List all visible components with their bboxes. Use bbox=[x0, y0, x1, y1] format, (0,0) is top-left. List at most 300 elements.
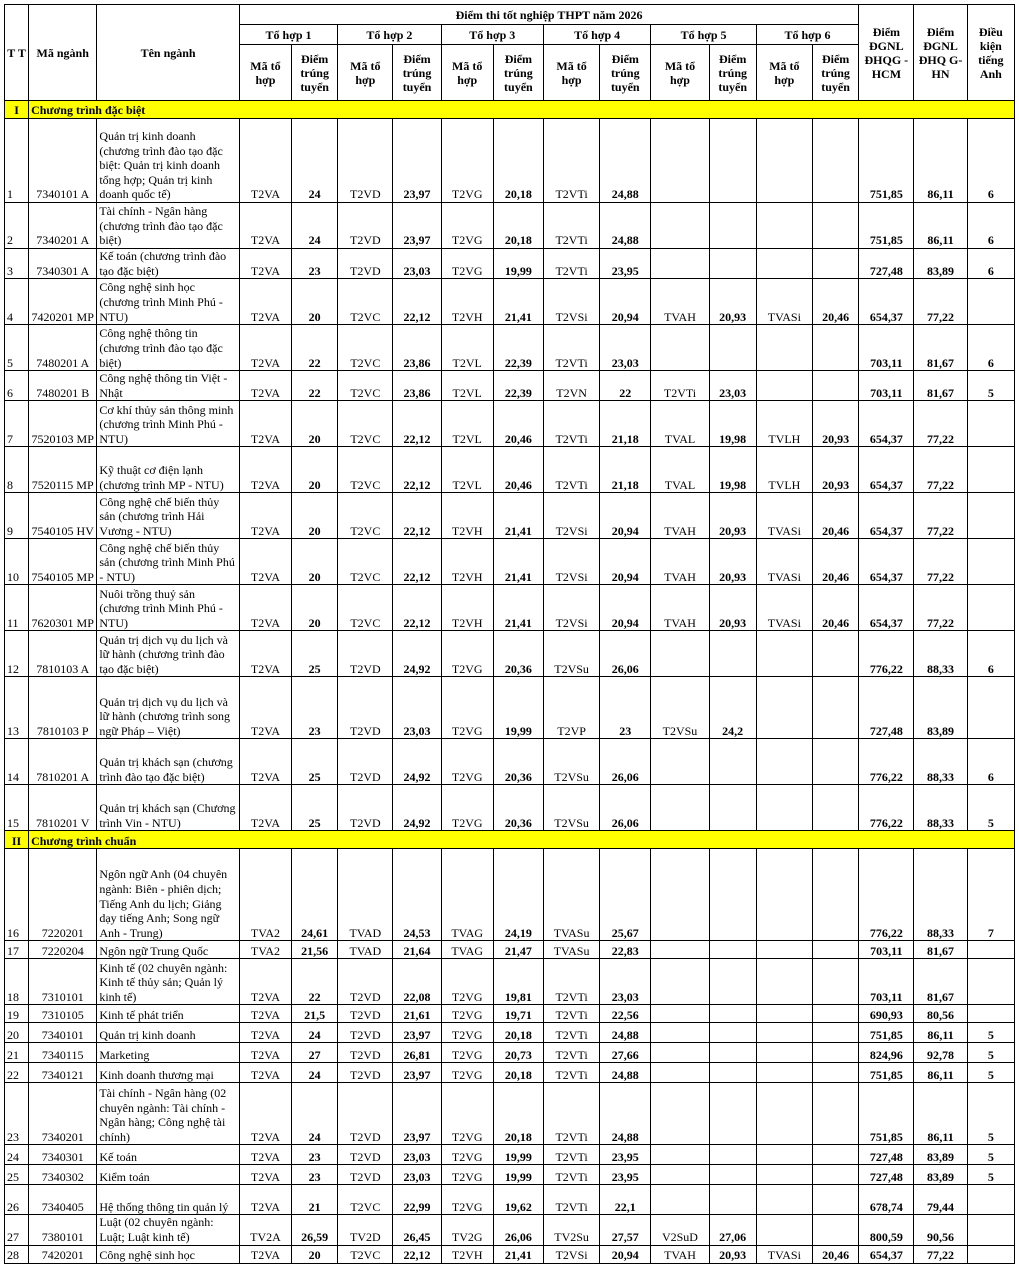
row-tt: 4 bbox=[5, 279, 29, 325]
to-hop-1-ma: T2VA bbox=[239, 371, 291, 401]
to-hop-2-ma: T2VC bbox=[338, 493, 393, 539]
section-number: I bbox=[5, 101, 29, 119]
to-hop-6-diem bbox=[812, 1145, 858, 1165]
dgnl-hn-score: 77,22 bbox=[914, 585, 967, 631]
to-hop-2-ma: T2VD bbox=[338, 631, 393, 677]
to-hop-6-diem bbox=[812, 119, 858, 203]
to-hop-1-ma: T2VA bbox=[239, 203, 291, 249]
to-hop-3-ma: T2VG bbox=[441, 1083, 493, 1145]
table-body bbox=[5, 101, 1015, 1264]
row-ten-nganh: Quản trị khách sạn (Chương trình Vin - NTU) bbox=[97, 785, 240, 831]
to-hop-4-ma: T2VTi bbox=[543, 1165, 599, 1185]
to-hop-4-diem: 21,18 bbox=[600, 447, 651, 493]
to-hop-6-diem bbox=[812, 785, 858, 831]
table-row bbox=[5, 1063, 1015, 1083]
row-tt: 18 bbox=[5, 959, 29, 1005]
to-hop-1-diem: 25 bbox=[292, 785, 338, 831]
table-row bbox=[5, 677, 1015, 739]
table-row bbox=[5, 941, 1015, 959]
table-row bbox=[5, 447, 1015, 493]
to-hop-3-diem: 21,47 bbox=[493, 941, 543, 959]
to-hop-3-diem: 20,36 bbox=[493, 739, 543, 785]
to-hop-1-diem: 20 bbox=[292, 539, 338, 585]
to-hop-3-ma: T2VH bbox=[441, 493, 493, 539]
to-hop-1-ma: T2VA bbox=[239, 279, 291, 325]
to-hop-1-diem: 24 bbox=[292, 203, 338, 249]
to-hop-5-ma: TVAH bbox=[651, 585, 709, 631]
tieng-anh-level: 5 bbox=[967, 1023, 1014, 1043]
to-hop-2-ma: T2VD bbox=[338, 959, 393, 1005]
to-hop-6-ma bbox=[756, 1005, 812, 1023]
to-hop-1-diem: 21,5 bbox=[292, 1005, 338, 1023]
row-tt: 13 bbox=[5, 677, 29, 739]
tieng-anh-level bbox=[967, 585, 1014, 631]
to-hop-2-ma: TV2D bbox=[338, 1215, 393, 1245]
to-hop-6-diem bbox=[812, 1043, 858, 1063]
to-hop-2-ma: T2VD bbox=[338, 739, 393, 785]
to-hop-1-ma: T2VA bbox=[239, 677, 291, 739]
dgnl-hcm-score: 776,22 bbox=[859, 739, 914, 785]
to-hop-1-ma: T2VA bbox=[239, 1145, 291, 1165]
row-tt: 28 bbox=[5, 1245, 29, 1263]
tieng-anh-level bbox=[967, 1185, 1014, 1215]
to-hop-4-diem: 22,1 bbox=[600, 1185, 651, 1215]
to-hop-6-diem bbox=[812, 1165, 858, 1185]
to-hop-3-diem: 20,18 bbox=[493, 119, 543, 203]
to-hop-5-ma bbox=[651, 203, 709, 249]
to-hop-3-ma: T2VH bbox=[441, 1245, 493, 1263]
row-ma-nganh: 7340121 bbox=[29, 1063, 97, 1083]
header-to-hop-2: Tổ hợp 2 bbox=[338, 25, 441, 45]
row-tt: 9 bbox=[5, 493, 29, 539]
to-hop-3-ma: T2VG bbox=[441, 119, 493, 203]
to-hop-2-diem: 22,08 bbox=[393, 959, 441, 1005]
table-row bbox=[5, 493, 1015, 539]
dgnl-hcm-score: 727,48 bbox=[859, 249, 914, 279]
to-hop-2-ma: T2VD bbox=[338, 1005, 393, 1023]
row-ten-nganh: Công nghệ thông tin Việt - Nhật bbox=[97, 371, 240, 401]
to-hop-2-diem: 23,86 bbox=[393, 325, 441, 371]
to-hop-5-ma: TVAH bbox=[651, 539, 709, 585]
to-hop-6-ma bbox=[756, 677, 812, 739]
tieng-anh-level: 6 bbox=[967, 119, 1014, 203]
to-hop-3-diem: 20,46 bbox=[493, 447, 543, 493]
dgnl-hn-score: 80,56 bbox=[914, 1005, 967, 1023]
header-ten-nganh: Tên ngành bbox=[97, 5, 240, 101]
to-hop-4-diem: 24,88 bbox=[600, 1083, 651, 1145]
to-hop-5-diem: 20,93 bbox=[709, 279, 756, 325]
to-hop-1-ma: T2VA bbox=[239, 539, 291, 585]
table-row bbox=[5, 1215, 1015, 1245]
to-hop-5-ma bbox=[651, 959, 709, 1005]
to-hop-4-diem: 21,18 bbox=[600, 401, 651, 447]
to-hop-4-diem: 26,06 bbox=[600, 785, 651, 831]
to-hop-3-ma: TVAG bbox=[441, 941, 493, 959]
to-hop-4-diem: 20,94 bbox=[600, 585, 651, 631]
table-row bbox=[5, 1043, 1015, 1063]
to-hop-1-diem: 23 bbox=[292, 677, 338, 739]
header-to-hop-6: Tổ hợp 6 bbox=[756, 25, 858, 45]
to-hop-4-ma: T2VSi bbox=[543, 493, 599, 539]
to-hop-3-diem: 20,36 bbox=[493, 631, 543, 677]
to-hop-6-ma bbox=[756, 203, 812, 249]
tieng-anh-level: 7 bbox=[967, 849, 1014, 941]
to-hop-2-diem: 22,99 bbox=[393, 1185, 441, 1215]
to-hop-4-ma: T2VTi bbox=[543, 325, 599, 371]
to-hop-5-ma bbox=[651, 1043, 709, 1063]
to-hop-3-diem: 22,39 bbox=[493, 371, 543, 401]
dgnl-hcm-score: 824,96 bbox=[859, 1043, 914, 1063]
to-hop-6-diem bbox=[812, 941, 858, 959]
to-hop-2-ma: T2VC bbox=[338, 447, 393, 493]
tieng-anh-level bbox=[967, 1245, 1014, 1263]
to-hop-2-ma: T2VC bbox=[338, 279, 393, 325]
to-hop-6-ma: TVASi bbox=[756, 1245, 812, 1263]
tieng-anh-level: 6 bbox=[967, 739, 1014, 785]
to-hop-5-ma: V2SuD bbox=[651, 1215, 709, 1245]
to-hop-1-diem: 21,56 bbox=[292, 941, 338, 959]
to-hop-5-ma bbox=[651, 941, 709, 959]
to-hop-5-ma bbox=[651, 631, 709, 677]
dgnl-hn-score: 88,33 bbox=[914, 849, 967, 941]
header-dgnl-hn: Điểm ĐGNL ĐHQ G-HN bbox=[914, 5, 967, 101]
to-hop-1-diem: 27 bbox=[292, 1043, 338, 1063]
to-hop-1-ma: T2VA bbox=[239, 119, 291, 203]
to-hop-3-ma: T2VH bbox=[441, 585, 493, 631]
to-hop-5-diem: 19,98 bbox=[709, 447, 756, 493]
to-hop-4-diem: 20,94 bbox=[600, 493, 651, 539]
section-number: II bbox=[5, 831, 29, 849]
row-tt: 22 bbox=[5, 1063, 29, 1083]
row-ten-nganh: Tài chính - Ngân hàng (02 chuyên ngành: Tài chính - Ngân hàng; Công nghệ tài chính) bbox=[97, 1083, 240, 1145]
to-hop-1-ma: T2VA bbox=[239, 785, 291, 831]
to-hop-6-ma bbox=[756, 325, 812, 371]
row-ma-nganh: 7340115 bbox=[29, 1043, 97, 1063]
to-hop-6-diem bbox=[812, 1185, 858, 1215]
row-ma-nganh: 7420201 MP bbox=[29, 279, 97, 325]
to-hop-1-ma: T2VA bbox=[239, 1063, 291, 1083]
to-hop-4-diem: 25,67 bbox=[600, 849, 651, 941]
to-hop-1-ma: T2VA bbox=[239, 493, 291, 539]
to-hop-3-ma: T2VL bbox=[441, 371, 493, 401]
to-hop-5-ma: TVAL bbox=[651, 447, 709, 493]
tieng-anh-level bbox=[967, 493, 1014, 539]
to-hop-1-diem: 25 bbox=[292, 631, 338, 677]
row-ten-nganh: Kinh doanh thương mại bbox=[97, 1063, 240, 1083]
to-hop-6-ma: TVASi bbox=[756, 493, 812, 539]
to-hop-5-diem: 27,06 bbox=[709, 1215, 756, 1245]
to-hop-5-ma bbox=[651, 325, 709, 371]
to-hop-2-ma: T2VD bbox=[338, 249, 393, 279]
to-hop-5-diem bbox=[709, 1063, 756, 1083]
header-diem-trung-tuyen: Điểm trúng tuyển bbox=[493, 45, 543, 101]
to-hop-4-ma: T2VTi bbox=[543, 1043, 599, 1063]
to-hop-5-diem bbox=[709, 203, 756, 249]
to-hop-4-ma: T2VTi bbox=[543, 203, 599, 249]
row-tt: 14 bbox=[5, 739, 29, 785]
to-hop-3-diem: 20,46 bbox=[493, 401, 543, 447]
row-ten-nganh: Công nghệ sinh học (chương trình Minh Phú - NTU) bbox=[97, 279, 240, 325]
to-hop-6-diem: 20,93 bbox=[812, 447, 858, 493]
dgnl-hn-score: 81,67 bbox=[914, 325, 967, 371]
to-hop-3-diem: 20,18 bbox=[493, 1083, 543, 1145]
tieng-anh-level: 5 bbox=[967, 785, 1014, 831]
to-hop-6-ma bbox=[756, 249, 812, 279]
to-hop-5-diem: 20,93 bbox=[709, 585, 756, 631]
dgnl-hn-score: 83,89 bbox=[914, 249, 967, 279]
header-to-hop-4: Tổ hợp 4 bbox=[543, 25, 650, 45]
to-hop-5-diem bbox=[709, 119, 756, 203]
to-hop-2-diem: 22,12 bbox=[393, 401, 441, 447]
row-ma-nganh: 7220204 bbox=[29, 941, 97, 959]
to-hop-3-ma: T2VG bbox=[441, 677, 493, 739]
table-row bbox=[5, 249, 1015, 279]
to-hop-2-diem: 23,97 bbox=[393, 1083, 441, 1145]
to-hop-1-ma: T2VA bbox=[239, 1005, 291, 1023]
to-hop-2-diem: 23,86 bbox=[393, 371, 441, 401]
to-hop-1-ma: T2VA bbox=[239, 585, 291, 631]
to-hop-1-ma: T2VA bbox=[239, 401, 291, 447]
to-hop-4-ma: T2VSi bbox=[543, 539, 599, 585]
to-hop-5-diem bbox=[709, 1185, 756, 1215]
to-hop-1-diem: 23 bbox=[292, 1165, 338, 1185]
to-hop-1-diem: 20 bbox=[292, 493, 338, 539]
to-hop-6-ma: TVASi bbox=[756, 585, 812, 631]
dgnl-hn-score: 81,67 bbox=[914, 371, 967, 401]
row-ma-nganh: 7420201 bbox=[29, 1245, 97, 1263]
row-ma-nganh: 7480201 B bbox=[29, 371, 97, 401]
dgnl-hn-score: 86,11 bbox=[914, 1023, 967, 1043]
tieng-anh-level bbox=[967, 1005, 1014, 1023]
to-hop-1-ma: T2VA bbox=[239, 1245, 291, 1263]
to-hop-2-diem: 24,53 bbox=[393, 849, 441, 941]
dgnl-hcm-score: 751,85 bbox=[859, 1023, 914, 1043]
to-hop-6-diem bbox=[812, 1063, 858, 1083]
to-hop-2-diem: 22,12 bbox=[393, 447, 441, 493]
to-hop-3-ma: T2VG bbox=[441, 249, 493, 279]
row-tt: 15 bbox=[5, 785, 29, 831]
table-row bbox=[5, 203, 1015, 249]
to-hop-6-diem: 20,93 bbox=[812, 401, 858, 447]
header-ma-to-hop: Mã tổ hợp bbox=[338, 45, 393, 101]
to-hop-2-diem: 22,12 bbox=[393, 279, 441, 325]
to-hop-4-diem: 20,94 bbox=[600, 539, 651, 585]
to-hop-5-ma bbox=[651, 1023, 709, 1043]
to-hop-6-ma bbox=[756, 1063, 812, 1083]
row-ma-nganh: 7810201 V bbox=[29, 785, 97, 831]
to-hop-6-ma bbox=[756, 371, 812, 401]
to-hop-1-diem: 24 bbox=[292, 1083, 338, 1145]
to-hop-5-ma: T2VSu bbox=[651, 677, 709, 739]
to-hop-5-diem bbox=[709, 1043, 756, 1063]
row-ma-nganh: 7810103 P bbox=[29, 677, 97, 739]
to-hop-3-diem: 19,71 bbox=[493, 1005, 543, 1023]
dgnl-hn-score: 86,11 bbox=[914, 119, 967, 203]
to-hop-6-diem: 20,46 bbox=[812, 585, 858, 631]
table-row bbox=[5, 785, 1015, 831]
to-hop-6-ma bbox=[756, 1165, 812, 1185]
to-hop-4-diem: 22,56 bbox=[600, 1005, 651, 1023]
row-ten-nganh: Kinh tế phát triển bbox=[97, 1005, 240, 1023]
to-hop-2-ma: TVAD bbox=[338, 849, 393, 941]
to-hop-2-diem: 22,12 bbox=[393, 493, 441, 539]
to-hop-6-ma bbox=[756, 1083, 812, 1145]
row-tt: 10 bbox=[5, 539, 29, 585]
to-hop-5-ma bbox=[651, 1005, 709, 1023]
header-group-title: Điểm thi tốt nghiệp THPT năm 2026 bbox=[239, 5, 858, 25]
to-hop-4-ma: T2VSi bbox=[543, 585, 599, 631]
tieng-anh-level: 6 bbox=[967, 203, 1014, 249]
dgnl-hn-score: 88,33 bbox=[914, 631, 967, 677]
to-hop-4-diem: 24,88 bbox=[600, 119, 651, 203]
table-row bbox=[5, 539, 1015, 585]
row-ma-nganh: 7340405 bbox=[29, 1185, 97, 1215]
dgnl-hcm-score: 654,37 bbox=[859, 1245, 914, 1263]
dgnl-hcm-score: 690,93 bbox=[859, 1005, 914, 1023]
tieng-anh-level: 5 bbox=[967, 1145, 1014, 1165]
to-hop-4-diem: 23,03 bbox=[600, 959, 651, 1005]
row-ma-nganh: 7340301 A bbox=[29, 249, 97, 279]
to-hop-5-ma: TVAH bbox=[651, 1245, 709, 1263]
to-hop-4-ma: T2VSi bbox=[543, 279, 599, 325]
to-hop-2-ma: T2VD bbox=[338, 1023, 393, 1043]
to-hop-1-ma: TVA2 bbox=[239, 849, 291, 941]
tieng-anh-level bbox=[967, 279, 1014, 325]
to-hop-2-diem: 24,92 bbox=[393, 739, 441, 785]
to-hop-3-ma: T2VG bbox=[441, 203, 493, 249]
dgnl-hcm-score: 727,48 bbox=[859, 1165, 914, 1185]
to-hop-3-ma: T2VG bbox=[441, 785, 493, 831]
to-hop-5-diem: 24,2 bbox=[709, 677, 756, 739]
row-tt: 20 bbox=[5, 1023, 29, 1043]
dgnl-hn-score: 77,22 bbox=[914, 1245, 967, 1263]
to-hop-6-diem bbox=[812, 677, 858, 739]
header-tieng-anh: Điều kiện tiếng Anh bbox=[967, 5, 1014, 101]
header-ma-to-hop: Mã tổ hợp bbox=[543, 45, 599, 101]
row-ten-nganh: Luật (02 chuyên ngành: Luật; Luật kinh tế) bbox=[97, 1215, 240, 1245]
to-hop-6-diem bbox=[812, 203, 858, 249]
to-hop-4-ma: T2VTi bbox=[543, 1185, 599, 1215]
tieng-anh-level bbox=[967, 401, 1014, 447]
table-row bbox=[5, 631, 1015, 677]
to-hop-4-diem: 26,06 bbox=[600, 631, 651, 677]
row-ma-nganh: 7340302 bbox=[29, 1165, 97, 1185]
row-ma-nganh: 7340101 A bbox=[29, 119, 97, 203]
tieng-anh-level: 5 bbox=[967, 1063, 1014, 1083]
to-hop-2-diem: 26,45 bbox=[393, 1215, 441, 1245]
to-hop-3-diem: 19,99 bbox=[493, 249, 543, 279]
to-hop-2-diem: 24,92 bbox=[393, 785, 441, 831]
to-hop-1-ma: T2VA bbox=[239, 447, 291, 493]
to-hop-6-diem bbox=[812, 1023, 858, 1043]
row-tt: 6 bbox=[5, 371, 29, 401]
to-hop-4-diem: 23,03 bbox=[600, 325, 651, 371]
to-hop-4-ma: T2VTi bbox=[543, 1083, 599, 1145]
to-hop-4-diem: 24,88 bbox=[600, 1023, 651, 1043]
to-hop-2-diem: 23,03 bbox=[393, 1145, 441, 1165]
to-hop-5-diem bbox=[709, 739, 756, 785]
to-hop-5-diem bbox=[709, 941, 756, 959]
row-tt: 16 bbox=[5, 849, 29, 941]
to-hop-5-diem: 20,93 bbox=[709, 1245, 756, 1263]
to-hop-6-ma bbox=[756, 1215, 812, 1245]
to-hop-6-diem: 20,46 bbox=[812, 539, 858, 585]
to-hop-1-diem: 24 bbox=[292, 119, 338, 203]
to-hop-4-ma: T2VTi bbox=[543, 401, 599, 447]
dgnl-hn-score: 83,89 bbox=[914, 677, 967, 739]
dgnl-hn-score: 77,22 bbox=[914, 493, 967, 539]
to-hop-1-diem: 26,59 bbox=[292, 1215, 338, 1245]
to-hop-4-ma: T2VSu bbox=[543, 785, 599, 831]
row-ten-nganh: Quản trị kinh doanh (chương trình đào tạo đặc biệt: Quản trị kinh doanh tổng hợp; Quản trị kinh doanh quốc tế) bbox=[97, 119, 240, 203]
to-hop-3-diem: 20,18 bbox=[493, 203, 543, 249]
dgnl-hcm-score: 751,85 bbox=[859, 119, 914, 203]
to-hop-4-diem: 27,57 bbox=[600, 1215, 651, 1245]
table-row bbox=[5, 119, 1015, 203]
row-ma-nganh: 7620301 MP bbox=[29, 585, 97, 631]
row-tt: 27 bbox=[5, 1215, 29, 1245]
row-ma-nganh: 7340101 bbox=[29, 1023, 97, 1043]
to-hop-5-ma: TVAH bbox=[651, 493, 709, 539]
to-hop-3-diem: 20,18 bbox=[493, 1023, 543, 1043]
to-hop-3-ma: T2VG bbox=[441, 1063, 493, 1083]
to-hop-6-ma: TVASi bbox=[756, 279, 812, 325]
to-hop-5-diem: 20,93 bbox=[709, 493, 756, 539]
section-row bbox=[5, 101, 1015, 119]
row-tt: 2 bbox=[5, 203, 29, 249]
to-hop-4-ma: TVASu bbox=[543, 849, 599, 941]
tieng-anh-level: 6 bbox=[967, 631, 1014, 677]
row-ma-nganh: 7520115 MP bbox=[29, 447, 97, 493]
to-hop-4-ma: T2VSi bbox=[543, 1245, 599, 1263]
table-row bbox=[5, 585, 1015, 631]
dgnl-hcm-score: 776,22 bbox=[859, 849, 914, 941]
to-hop-1-ma: T2VA bbox=[239, 739, 291, 785]
to-hop-5-diem bbox=[709, 249, 756, 279]
to-hop-6-diem bbox=[812, 849, 858, 941]
to-hop-1-diem: 21 bbox=[292, 1185, 338, 1215]
to-hop-2-diem: 22,12 bbox=[393, 539, 441, 585]
row-ten-nganh: Kế toán bbox=[97, 1145, 240, 1165]
to-hop-4-ma: T2VTi bbox=[543, 1063, 599, 1083]
to-hop-3-diem: 21,41 bbox=[493, 279, 543, 325]
to-hop-2-diem: 23,97 bbox=[393, 1023, 441, 1043]
to-hop-5-ma bbox=[651, 1145, 709, 1165]
row-ten-nganh: Công nghệ chế biến thủy sản (chương trình Hải Vương - NTU) bbox=[97, 493, 240, 539]
dgnl-hcm-score: 654,37 bbox=[859, 447, 914, 493]
to-hop-3-diem: 20,18 bbox=[493, 1063, 543, 1083]
row-ma-nganh: 7480201 A bbox=[29, 325, 97, 371]
to-hop-5-ma bbox=[651, 739, 709, 785]
row-ma-nganh: 7810201 A bbox=[29, 739, 97, 785]
to-hop-5-diem bbox=[709, 849, 756, 941]
to-hop-4-ma: T2VN bbox=[543, 371, 599, 401]
to-hop-6-ma bbox=[756, 785, 812, 831]
to-hop-5-diem bbox=[709, 1165, 756, 1185]
to-hop-5-ma bbox=[651, 119, 709, 203]
tieng-anh-level bbox=[967, 539, 1014, 585]
dgnl-hcm-score: 703,11 bbox=[859, 371, 914, 401]
header-diem-trung-tuyen: Điểm trúng tuyển bbox=[812, 45, 858, 101]
to-hop-6-ma: TVLH bbox=[756, 401, 812, 447]
to-hop-5-diem bbox=[709, 1145, 756, 1165]
table-row bbox=[5, 959, 1015, 1005]
to-hop-4-diem: 24,88 bbox=[600, 1063, 651, 1083]
to-hop-4-ma: T2VTi bbox=[543, 1145, 599, 1165]
dgnl-hn-score: 88,33 bbox=[914, 785, 967, 831]
to-hop-3-diem: 19,99 bbox=[493, 1145, 543, 1165]
to-hop-6-diem: 20,46 bbox=[812, 1245, 858, 1263]
